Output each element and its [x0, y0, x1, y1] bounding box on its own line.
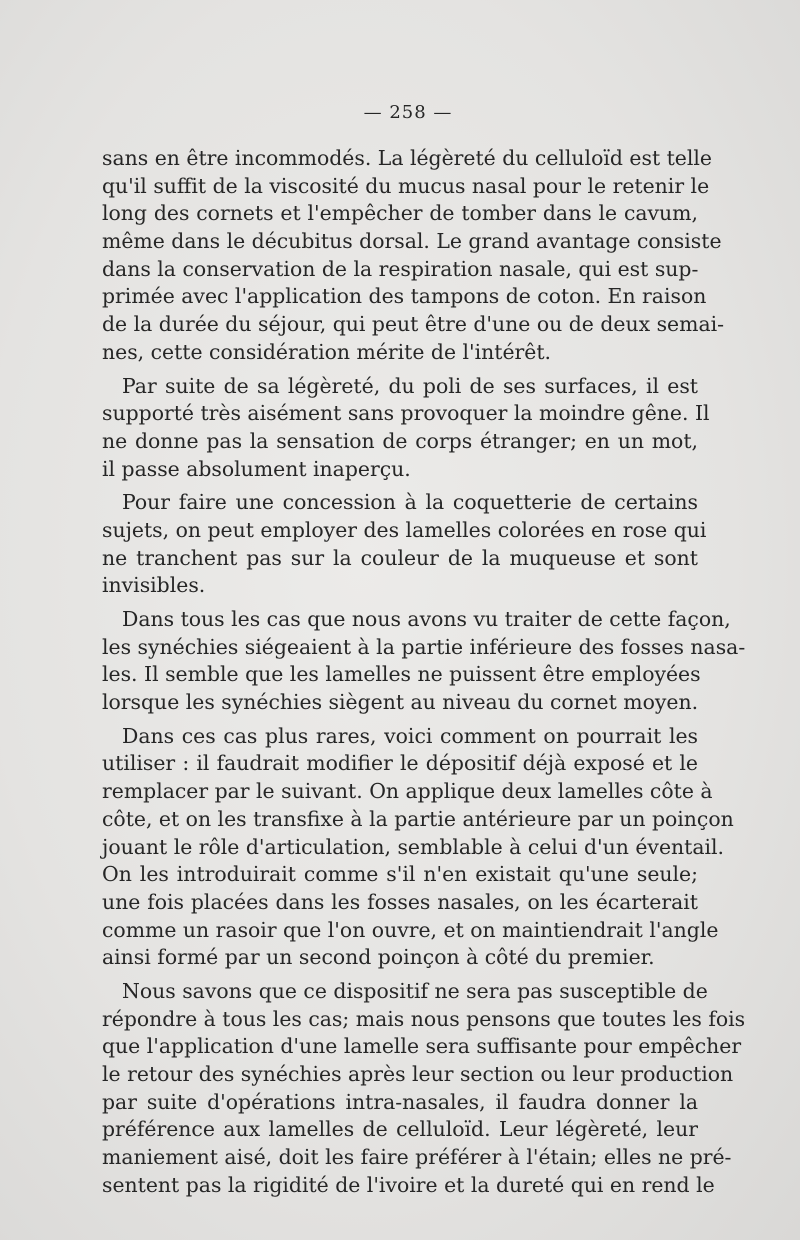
- text-line: Pour faire une concession à la coquetterie de certains: [122, 490, 698, 515]
- text-line: Dans tous les cas que nous avons vu traiter de cette façon,: [122, 607, 731, 631]
- text-line: les. Il semble que les lamelles ne puissent être employées: [102, 662, 701, 687]
- text-line: nes, cette considération mérite de l'intérêt.: [102, 339, 552, 364]
- page-number: — 258 —: [363, 102, 453, 123]
- text-line: Nous savons que ce dispositif ne sera pas susceptible de: [122, 978, 708, 1003]
- paragraph: [102, 606, 746, 717]
- text-line: que l'application d'une lamelle sera suffisante pour empêcher: [102, 1034, 742, 1059]
- body-text: [102, 145, 746, 1199]
- text-line: lorsque les synéchies siègent au niveau du cornet moyen.: [102, 690, 699, 715]
- text-line: le retour des synéchies après leur section ou leur production: [102, 1062, 734, 1086]
- text-line: il passe absolument inaperçu.: [102, 456, 411, 481]
- paragraph: [102, 978, 746, 1200]
- text-line: Dans ces cas plus rares, voici comment on pourrait les: [122, 723, 698, 748]
- paragraph: [102, 145, 725, 367]
- text-line: les synéchies siégeaient à la partie inférieure des fosses nasa-: [102, 634, 746, 659]
- text-line: maniement aisé, doit les faire préférer à l'étain; elles ne pré-: [102, 1145, 732, 1170]
- paragraph: [102, 489, 707, 600]
- text-line: ainsi formé par un second poinçon à côté du premier.: [102, 945, 655, 970]
- text-line: comme un rasoir que l'on ouvre, et on maintiendrait l'angle: [102, 917, 719, 942]
- text-line: sentent pas la rigidité de l'ivoire et la dureté qui en rend le: [102, 1172, 715, 1197]
- text-line: Par suite de sa légèreté, du poli de ses surfaces, il est: [122, 373, 698, 398]
- text-line: préférence aux lamelles de celluloïd. Leur légèreté, leur: [102, 1117, 698, 1142]
- text-line: une fois placées dans les fosses nasales, on les écarterait: [102, 889, 698, 914]
- text-line: primée avec l'application des tampons de coton. En raison: [102, 284, 707, 309]
- text-line: supporté très aisément sans provoquer la moindre gêne. Il: [102, 401, 710, 426]
- text-line: par suite d'opérations intra-nasales, il faudra donner la: [102, 1089, 698, 1114]
- text-line: sans en être incommodés. La légèreté du celluloïd est telle: [102, 146, 712, 170]
- text-line: même dans le décubitus dorsal. Le grand avantage consiste: [102, 229, 722, 254]
- text-line: sujets, on peut employer des lamelles colorées en rose qui: [102, 517, 707, 542]
- paragraph: [102, 723, 734, 972]
- text-line: qu'il suffit de la viscosité du mucus nasal pour le retenir le: [102, 173, 710, 198]
- text-line: invisibles.: [102, 573, 206, 598]
- paragraph: [102, 373, 710, 484]
- text-line: de la durée du séjour, qui peut être d'une ou de deux semai-: [102, 312, 725, 337]
- text-line: dans la conservation de la respiration nasale, qui est sup-: [102, 256, 699, 281]
- text-line: côte, et on les transfixe à la partie antérieure par un poinçon: [102, 806, 734, 831]
- text-line: jouant le rôle d'articulation, semblable à celui d'un éventail.: [102, 834, 725, 859]
- text-line: long des cornets et l'empêcher de tomber dans le cavum,: [102, 201, 698, 226]
- text-line: utiliser : il faudrait modifier le dépositif déjà exposé et le: [102, 751, 698, 776]
- text-line: répondre à tous les cas; mais nous pensons que toutes les fois: [102, 1006, 746, 1031]
- text-line: ne donne pas la sensation de corps étranger; en un mot,: [102, 428, 698, 453]
- text-line: ne tranchent pas sur la couleur de la muqueuse et sont: [102, 545, 698, 570]
- text-line: On les introduirait comme s'il n'en existait qu'une seule;: [102, 862, 698, 887]
- text-line: remplacer par le suivant. On applique deux lamelles côte à: [102, 779, 713, 804]
